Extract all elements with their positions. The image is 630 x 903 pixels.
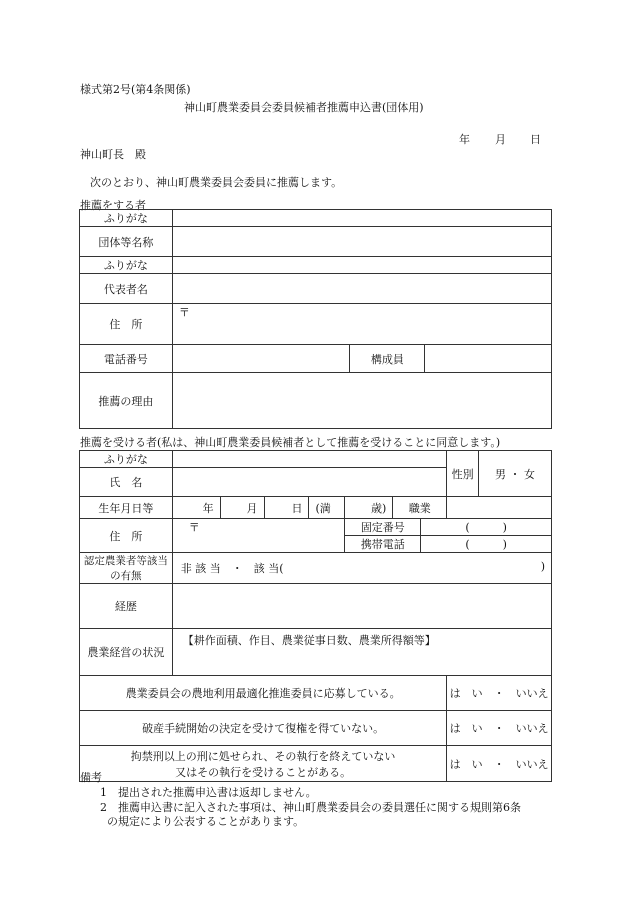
cand-furigana-label: ふりがな [80, 451, 173, 468]
phone-field[interactable] [172, 345, 350, 373]
age-close[interactable]: 歳) [345, 497, 393, 519]
farm-status-label: 農業経営の状況 [80, 629, 173, 676]
certified-options[interactable]: 非 該 当 ・ 該 当( [180, 562, 284, 575]
furigana-field-1[interactable] [172, 210, 551, 227]
farm-status-field[interactable] [172, 629, 551, 676]
note-2-line2: の規定により公表することがあります。 [107, 815, 305, 828]
birth-label: 生年月日等 [80, 497, 173, 519]
reason-field[interactable] [172, 373, 551, 429]
birth-day[interactable]: 日 [264, 497, 309, 519]
members-label: 構成員 [350, 345, 425, 373]
org-name-label: 団体等名称 [80, 227, 173, 257]
certified-label: 認定農業者等該当の有無 [80, 553, 173, 584]
note-1: 1 提出された推薦申込書は返却しません。 [100, 786, 317, 799]
members-field[interactable] [425, 345, 552, 373]
answer-3[interactable]: は い ・ いいえ [447, 746, 552, 782]
note-2-line1: 2 推薦申込書に記入された事項は、神山町農業委員会の委員選任に関する規則第6条 [100, 801, 521, 814]
furigana-label-1: ふりがな [80, 210, 173, 227]
date-day-label: 日 [530, 133, 541, 146]
mobile-field[interactable]: ( ) [421, 536, 552, 553]
cand-name-field[interactable] [172, 468, 446, 497]
addressee: 神山町長 殿 [80, 148, 146, 161]
furigana-label-2: ふりがな [80, 257, 173, 274]
career-label: 経歴 [80, 584, 173, 629]
answer-2[interactable]: は い ・ いいえ [447, 711, 552, 746]
birth-year[interactable]: 年 [172, 497, 220, 519]
rep-name-label: 代表者名 [80, 274, 173, 304]
postal-mark: 〒 [178, 306, 190, 319]
date-month-label: 月 [495, 133, 506, 146]
notes-heading: 備考 [80, 771, 102, 784]
form-title: 神山町農業委員会委員候補者推薦申込書(団体用) [184, 101, 424, 114]
mobile-label: 携帯電話 [345, 536, 421, 553]
cand-address-field[interactable] [172, 519, 345, 553]
age-open: (満 [309, 497, 345, 519]
birth-month[interactable]: 月 [220, 497, 264, 519]
rep-name-field[interactable] [172, 274, 551, 304]
question-3-line1: 拘禁刑以上の刑に処せられ、その執行を終えていない [130, 749, 396, 763]
intro-text: 次のとおり、神山町農業委員会委員に推薦します。 [90, 176, 343, 189]
candidate-table [79, 450, 552, 782]
reason-label: 推薦の理由 [80, 373, 173, 429]
certified-close: ) [540, 560, 545, 573]
org-name-field[interactable] [172, 227, 551, 257]
question-2: 破産手続開始の決定を受けて復権を得ていない。 [80, 711, 447, 746]
landline-field[interactable]: ( ) [421, 519, 552, 536]
address-label: 住 所 [80, 304, 173, 345]
answer-1[interactable]: は い ・ いいえ [447, 676, 552, 711]
career-field[interactable] [172, 584, 551, 629]
form-number: 様式第2号(第4条関係) [80, 83, 191, 96]
candidate-heading: 推薦を受ける者(私は、神山町農業委員候補者として推薦を受けることに同意します。) [80, 436, 501, 449]
occupation-label: 職業 [393, 497, 447, 519]
cand-name-label: 氏 名 [80, 468, 173, 497]
cand-address-label: 住 所 [80, 519, 173, 553]
address-field[interactable] [172, 304, 551, 345]
gender-label: 性別 [447, 451, 479, 497]
furigana-field-2[interactable] [172, 257, 551, 274]
phone-label: 電話番号 [80, 345, 173, 373]
occupation-field[interactable] [447, 497, 552, 519]
farm-status-note: 【耕作面積、作目、農業従事日数、農業所得額等】 [182, 634, 436, 647]
question-3-line2: 又はその執行を受けることがある。 [175, 765, 352, 779]
date-year-label: 年 [459, 133, 470, 146]
certified-field[interactable] [172, 553, 551, 584]
question-3 [80, 746, 447, 782]
gender-options[interactable]: 男 ・ 女 [479, 451, 552, 497]
question-1: 農業委員会の農地利用最適化推進委員に応募している。 [80, 676, 447, 711]
recommender-heading: 推薦をする者 [80, 199, 146, 212]
recommender-table [79, 209, 552, 429]
landline-label: 固定番号 [345, 519, 421, 536]
cand-postal-mark: 〒 [188, 521, 200, 534]
cand-furigana-field[interactable] [172, 451, 446, 468]
